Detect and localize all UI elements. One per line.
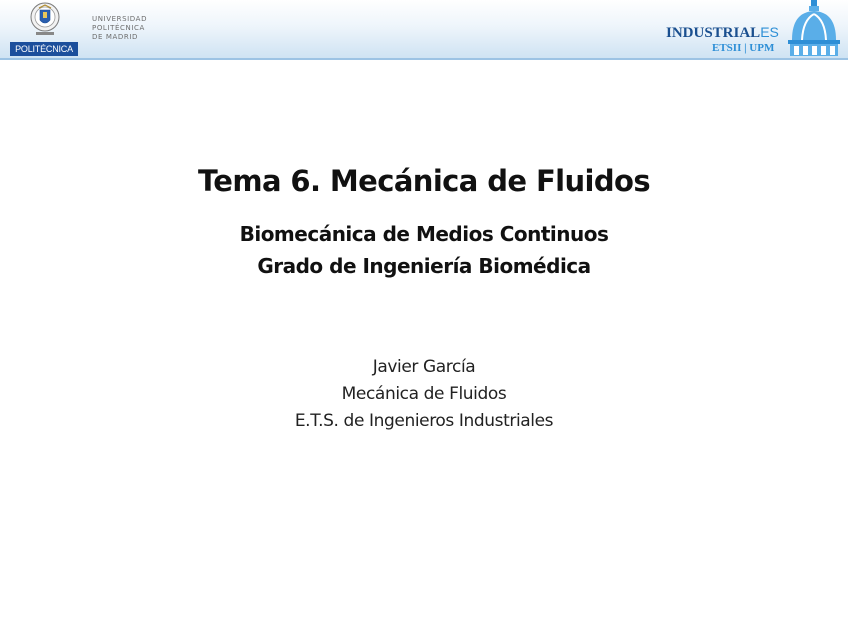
slide-title: Tema 6. Mecánica de Fluidos <box>197 164 651 198</box>
upm-badge-text: POLITÉCNICA <box>10 42 78 56</box>
industriales-main: INDUSTRIAL <box>666 25 761 41</box>
industriales-subtitle: ETSII | UPM <box>712 42 775 54</box>
upm-line-1: UNIVERSIDAD <box>92 15 148 23</box>
dome-icon <box>786 0 842 58</box>
industriales-suffix: ES <box>760 24 779 40</box>
industriales-logo <box>666 0 842 58</box>
subtitle-course: Biomecánica de Medios Continuos <box>239 222 609 246</box>
subtitle-degree: Grado de Ingeniería Biomédica <box>257 254 591 278</box>
header-band <box>0 0 848 60</box>
upm-wordmark <box>92 15 162 42</box>
school-name: E.T.S. de Ingenieros Industriales <box>294 411 554 431</box>
industriales-wordmark <box>666 24 779 42</box>
upm-logo <box>8 2 80 58</box>
upm-line-3: DE MADRID <box>92 33 138 41</box>
upm-crest-icon <box>30 2 60 40</box>
department-name: Mecánica de Fluidos <box>341 384 507 404</box>
upm-line-2: POLITÉCNICA <box>92 24 145 32</box>
author-name: Javier García <box>372 357 476 377</box>
